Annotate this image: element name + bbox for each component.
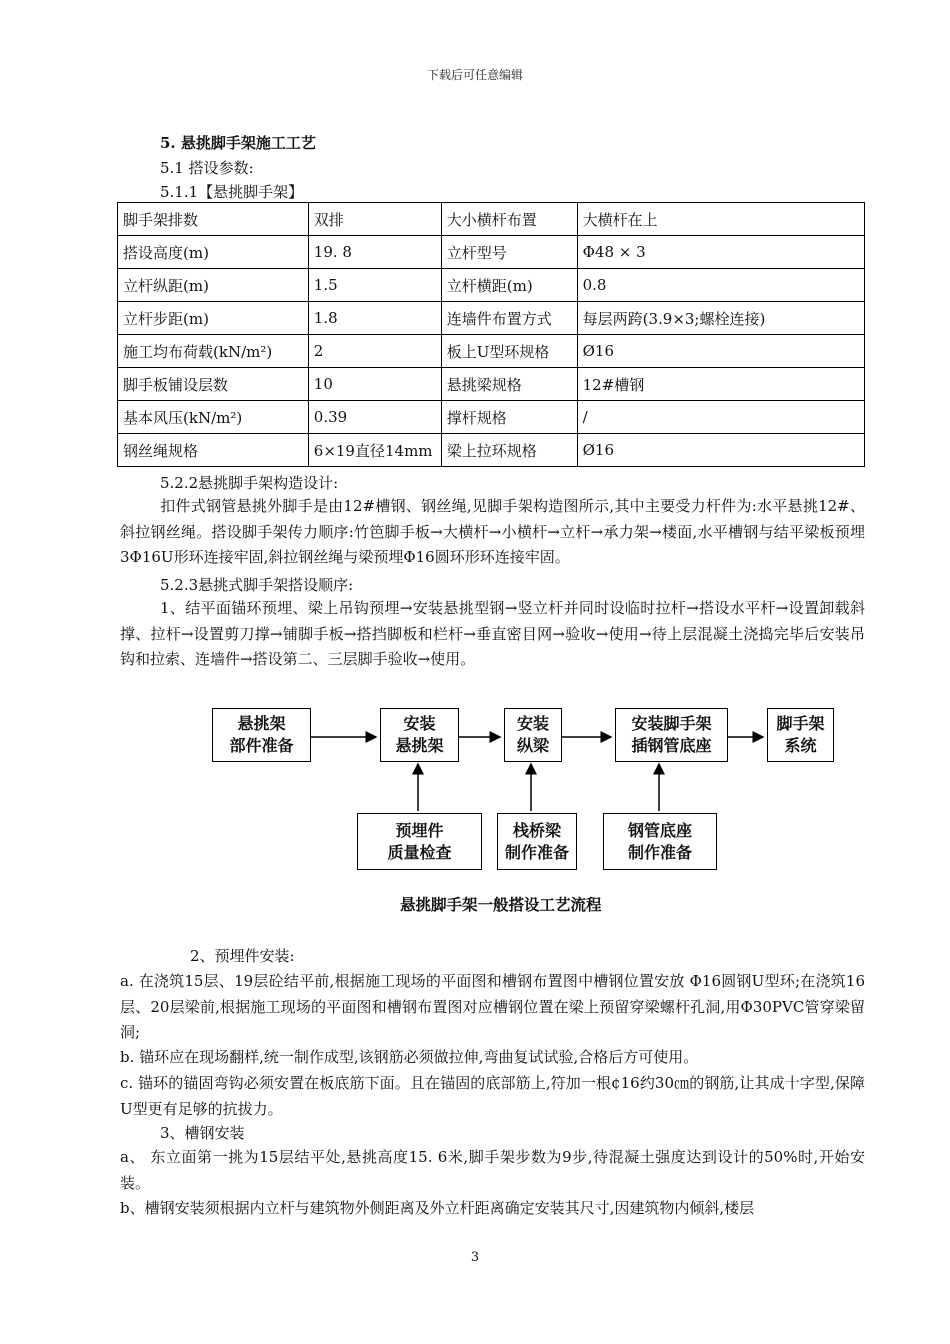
subsection-5-1-1: 5.1.1【悬挑脚手架】: [160, 183, 304, 201]
table-cell: 2: [308, 335, 441, 368]
table-cell: 脚手板铺设层数: [118, 368, 309, 401]
section-title: 5. 悬挑脚手架施工工艺: [160, 134, 316, 152]
flow-box-embedded-check-line1: 预埋件: [395, 820, 444, 840]
table-cell: 悬挑梁规格: [441, 368, 577, 401]
subsection-5-1: 5.1 搭设参数:: [160, 159, 254, 177]
flow-box-install-cantilever-line2: 悬挑架: [395, 736, 444, 755]
table-cell: 脚手架排数: [118, 203, 309, 236]
flow-box-scaffold-system: [767, 708, 834, 762]
table-cell: 6×19直径14mm: [308, 434, 441, 467]
header-note: 下载后可任意编辑: [426, 68, 523, 82]
table-cell: 0.8: [577, 269, 864, 302]
table-cell: 立杆横距(m): [441, 269, 577, 302]
table-cell: 板上U型环规格: [441, 335, 577, 368]
paragraph-structure-design-text: 扣件式钢管悬挑外脚手是由12#槽钢、钢丝绳,见脚手架构造图所示,其中主要受力杆件为:水平悬挑12#、斜拉钢丝绳。搭设脚手架传力顺序:竹笆脚手板→大横杆→小横杆→立杆→承力架→楼面,水平槽钢与结平梁板预埋3Φ16U形环连接牢固,斜拉钢丝绳与梁预埋Φ16圆环形环连接牢固。: [120, 497, 865, 566]
item3-title: 3、槽钢安装: [160, 1124, 245, 1142]
table-cell: 梁上拉环规格: [441, 434, 577, 467]
table-cell: 1.5: [308, 269, 441, 302]
table-cell: 双排: [308, 203, 441, 236]
table-cell: 19. 8: [308, 236, 441, 269]
subsection-5-2-3: 5.2.3悬挑式脚手架搭设顺序:: [160, 576, 354, 594]
item2-b: b. 锚环应在现场翻样,统一制作成型,该钢筋必须做拉伸,弯曲复试试验,合格后方可使用。: [120, 1048, 699, 1066]
table-cell: 12#槽钢: [577, 368, 864, 401]
flow-box-scaffold-system-line2: 系统: [784, 736, 817, 755]
flow-box-parts-prep-line2: 部件准备: [229, 736, 294, 755]
item3-b: b、槽钢安装须根据内立杆与建筑物外侧距离及外立杆距离确定安装其尺寸,因建筑物内倾斜,楼层: [120, 1199, 755, 1217]
flow-box-base-prep: [603, 813, 717, 870]
table-cell: 大小横杆布置: [441, 203, 577, 236]
table-cell: 撑杆规格: [441, 401, 577, 434]
table-cell: 每层两跨(3.9×3;螺栓连接): [577, 302, 864, 335]
flow-box-base-prep-line2: 制作准备: [627, 842, 692, 862]
flow-box-embedded-check: [357, 813, 482, 870]
flow-box-install-beam-line2: 纵梁: [516, 736, 549, 755]
item2-title: 2、预埋件安装:: [190, 947, 295, 965]
page-number: 3: [470, 1250, 480, 1265]
flow-box-install-cantilever: [380, 708, 459, 762]
table-cell: 立杆纵距(m): [118, 269, 309, 302]
table-cell: 连墙件布置方式: [441, 302, 577, 335]
table-cell: 施工均布荷载(kN/m²): [118, 335, 309, 368]
table-cell: /: [577, 401, 864, 434]
flow-box-parts-prep: [212, 708, 311, 762]
item2-c: c. 锚环的锚固弯钩必须安置在板底筋下面。且在锚固的底部筋上,符加一根¢16约30㎝的钢筋,让其成十字型,保障U型更有足够的抗拔力。: [120, 1074, 865, 1118]
flow-box-install-scaffold-line2: 插钢管底座: [631, 736, 712, 755]
flow-box-embedded-check-line2: 质量检查: [387, 842, 452, 862]
flow-box-parts-prep-line1: 悬挑架: [237, 714, 286, 733]
table-cell: 钢丝绳规格: [118, 434, 309, 467]
subsection-5-2-2: 5.2.2悬挑脚手架构造设计:: [160, 474, 339, 492]
flow-box-trestle-prep: [497, 813, 577, 870]
flowchart-caption: 悬挑脚手架一般搭设工艺流程: [400, 895, 602, 914]
flow-box-trestle-prep-line1: 栈桥梁: [512, 820, 561, 840]
flow-box-install-beam-line1: 安装: [516, 714, 549, 733]
table-cell: 10: [308, 368, 441, 401]
table-cell: Ø16: [577, 335, 864, 368]
flow-box-base-prep-line1: 钢管底座: [627, 820, 692, 840]
table-cell: 立杆型号: [441, 236, 577, 269]
table-cell: 大横杆在上: [577, 203, 864, 236]
flow-box-install-cantilever-line1: 安装: [403, 714, 436, 733]
flow-box-scaffold-system-line1: 脚手架: [776, 714, 825, 733]
table-cell: 立杆步距(m): [118, 302, 309, 335]
paragraph-erection-sequence-text: 1、结平面锚环预埋、梁上吊钩预埋→安装悬挑型钢→竖立杆并同时设临时拉杆→搭设水平杆→设置卸载斜撑、拉杆→设置剪刀撑→铺脚手板→搭挡脚板和栏杆→垂直密目网→验收→使用→待上层混凝土浇捣完毕后安装吊钩和拉索、连墙件→搭设第二、三层脚手验收→使用。: [120, 599, 865, 668]
item3-a: a、 东立面第一挑为15层结平处,悬挑高度15. 6米,脚手架步数为9步,待混凝土强度达到设计的50%时,开始安装。: [120, 1148, 865, 1192]
flow-box-trestle-prep-line2: 制作准备: [504, 842, 569, 862]
flow-box-install-scaffold-line1: 安装脚手架: [631, 714, 712, 733]
flow-box-install-scaffold: [615, 708, 728, 762]
table-cell: 0.39: [308, 401, 441, 434]
flow-box-install-beam: [504, 708, 562, 762]
table-cell: Φ48 × 3: [577, 236, 864, 269]
table-cell: 基本风压(kN/m²): [118, 401, 309, 434]
item2-a: a. 在浇筑15层、19层砼结平前,根据施工现场的平面图和槽钢布置图中槽钢位置安放 Φ16圆钢U型环;在浇筑16层、20层梁前,根据施工现场的平面图和槽钢布置图对应槽钢位置在梁上预留穿梁螺杆孔洞,用Φ30PVC管穿梁留洞;: [120, 972, 865, 1041]
table-cell: Ø16: [577, 434, 864, 467]
table-cell: 1.8: [308, 302, 441, 335]
table-cell: 搭设高度(m): [118, 236, 309, 269]
